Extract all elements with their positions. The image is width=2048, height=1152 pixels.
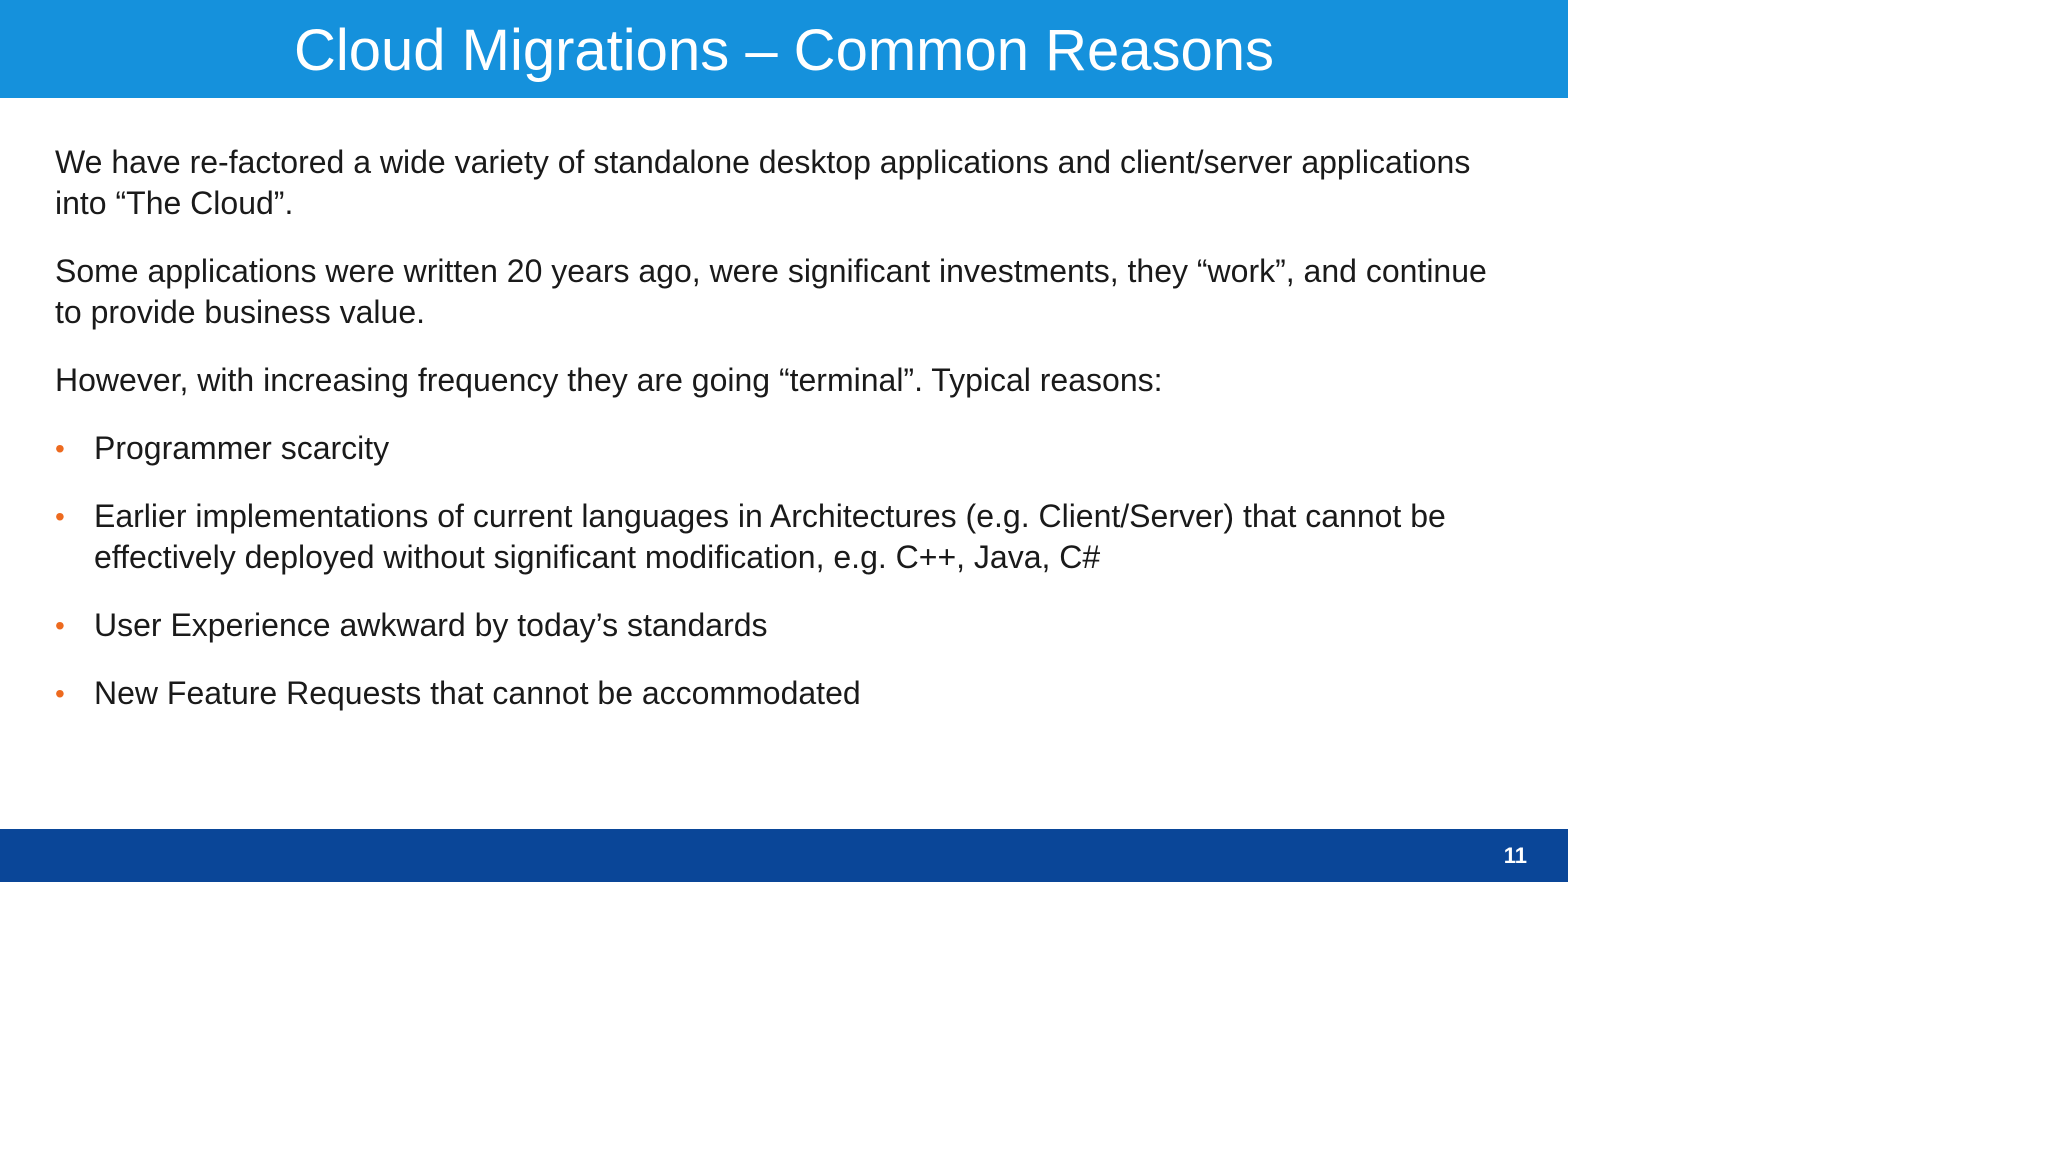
reason-text: Earlier implementations of current languages in Architectures (e.g. Client/Server) that cannot be effectively deployed without significant modification, e.g. C++, Java, C#	[94, 498, 1446, 575]
bullet-dot-icon: •	[55, 501, 65, 532]
reason-text: New Feature Requests that cannot be accommodated	[94, 675, 861, 711]
bullet-dot-icon: •	[55, 433, 65, 464]
bullet-dot-icon: •	[55, 610, 65, 641]
reason-bullet-architectures	[55, 496, 1515, 578]
reason-bullet-programmer-scarcity	[55, 428, 1515, 469]
slide-content	[55, 142, 1515, 741]
context-paragraph: Some applications were written 20 years ago, were significant investments, they “work”, and continue to provide business value.	[55, 253, 1487, 330]
bullet-dot-icon: •	[55, 678, 65, 709]
reason-bullet-feature-requests	[55, 673, 1515, 714]
intro-paragraph: We have re-factored a wide variety of standalone desktop applications and client/server applications into “The Cloud”.	[55, 144, 1471, 221]
title-bar	[0, 0, 1568, 98]
reasons-lead-paragraph: However, with increasing frequency they are going “terminal”. Typical reasons:	[55, 362, 1163, 398]
reason-bullet-user-experience	[55, 605, 1515, 646]
slide-title: Cloud Migrations – Common Reasons	[294, 18, 1274, 83]
page-number: 11	[1503, 843, 1527, 868]
reasons-list	[55, 428, 1515, 714]
reason-text: Programmer scarcity	[94, 430, 390, 466]
reason-text: User Experience awkward by today’s standards	[94, 607, 768, 643]
footer-bar	[0, 829, 1568, 882]
